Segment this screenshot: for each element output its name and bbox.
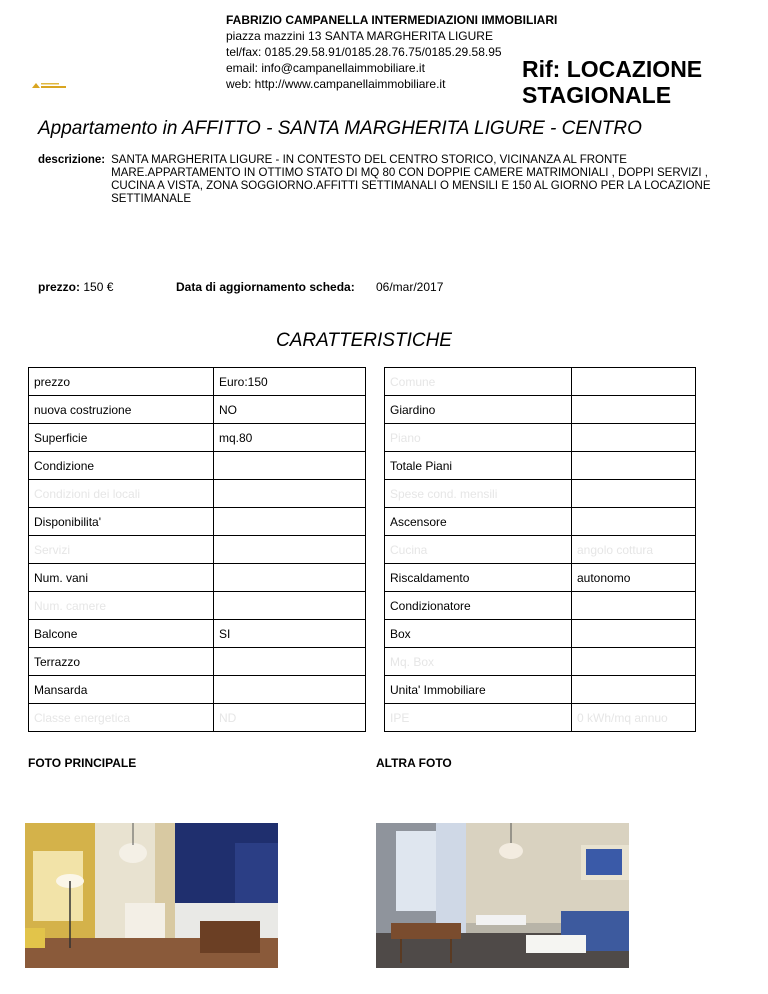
feature-row xyxy=(29,368,696,396)
price-label: prezzo: xyxy=(38,280,80,294)
feature-gap xyxy=(366,564,385,592)
feature-label: Terrazzo xyxy=(29,648,214,676)
feature-label: Num. camere xyxy=(29,592,214,620)
feature-label: Classe energetica xyxy=(29,704,214,732)
feature-label: Condizionatore xyxy=(385,592,572,620)
feature-value: NO xyxy=(214,396,366,424)
feature-label: Totale Piani xyxy=(385,452,572,480)
reference-line-1: Rif: LOCAZIONE xyxy=(522,56,703,82)
agency-header xyxy=(226,12,557,92)
company-name: FABRIZIO CAMPANELLA INTERMEDIAZIONI IMMOBILIARI xyxy=(226,13,558,27)
other-photo-label: ALTRA FOTO xyxy=(376,756,452,770)
feature-value xyxy=(572,424,696,452)
update-label: Data di aggiornamento scheda: xyxy=(176,280,355,294)
feature-row xyxy=(29,536,696,564)
feature-value xyxy=(572,592,696,620)
feature-label: Disponibilita' xyxy=(29,508,214,536)
feature-label: Servizi xyxy=(29,536,214,564)
feature-value xyxy=(214,564,366,592)
feature-gap xyxy=(366,704,385,732)
feature-value xyxy=(572,396,696,424)
price-info xyxy=(38,280,113,294)
feature-value: SI xyxy=(214,620,366,648)
agency-phone: tel/fax: 0185.29.58.91/0185.28.76.75/0185.29.58.95 xyxy=(226,45,502,59)
feature-label: Spese cond. mensili xyxy=(385,480,572,508)
feature-value xyxy=(214,480,366,508)
feature-label: Box xyxy=(385,620,572,648)
feature-label: IPE xyxy=(385,704,572,732)
feature-label: Unita' Immobiliare xyxy=(385,676,572,704)
feature-gap xyxy=(366,676,385,704)
feature-row xyxy=(29,508,696,536)
feature-gap xyxy=(366,592,385,620)
description-block xyxy=(38,154,728,206)
feature-value: Euro:150 xyxy=(214,368,366,396)
update-info xyxy=(176,280,355,294)
description-label: descrizione: xyxy=(38,154,106,166)
feature-gap xyxy=(366,620,385,648)
feature-label: Condizione xyxy=(29,452,214,480)
feature-value: ND xyxy=(214,704,366,732)
feature-row xyxy=(29,648,696,676)
feature-label: Cucina xyxy=(385,536,572,564)
other-photo xyxy=(376,823,629,968)
feature-label: Balcone xyxy=(29,620,214,648)
feature-value: autonomo xyxy=(572,564,696,592)
features-title: CARATTERISTICHE xyxy=(276,330,452,351)
feature-row xyxy=(29,424,696,452)
reference-label xyxy=(522,56,702,108)
agency-email: email: info@campanellaimmobiliare.it xyxy=(226,61,425,75)
feature-label: Superficie xyxy=(29,424,214,452)
feature-value xyxy=(572,368,696,396)
feature-label: Piano xyxy=(385,424,572,452)
feature-value xyxy=(214,648,366,676)
feature-row xyxy=(29,480,696,508)
feature-gap xyxy=(366,424,385,452)
feature-gap xyxy=(366,648,385,676)
feature-row xyxy=(29,620,696,648)
description-text: SANTA MARGHERITA LIGURE - IN CONTESTO DEL CENTRO STORICO, VICINANZA AL FRONTE MARE.APPARTAMENTO IN OTTIMO STATO DI MQ 80 CON DOPPIE CAMERE MATRIMONIALI , DOPPI SERVIZI , CUCINA A VISTA, ZONA SOGGIORNO.AFFITTI SETTIMANALI O MENSILI E 150 AL GIORNO PER LA LOCAZIONE SETTIMANALE xyxy=(111,154,711,205)
feature-value: 0 kWh/mq annuo xyxy=(572,704,696,732)
feature-row xyxy=(29,564,696,592)
feature-value xyxy=(572,508,696,536)
feature-label: prezzo xyxy=(29,368,214,396)
feature-value xyxy=(572,452,696,480)
feature-label: Giardino xyxy=(385,396,572,424)
reference-line-2: STAGIONALE xyxy=(522,82,672,108)
feature-gap xyxy=(366,508,385,536)
feature-value xyxy=(214,536,366,564)
feature-label: Ascensore xyxy=(385,508,572,536)
feature-gap xyxy=(366,480,385,508)
feature-row xyxy=(29,592,696,620)
listing-title: Appartamento in AFFITTO - SANTA MARGHERITA LIGURE - CENTRO xyxy=(38,118,642,139)
feature-value xyxy=(572,648,696,676)
feature-value xyxy=(214,676,366,704)
feature-label: Mq. Box xyxy=(385,648,572,676)
update-date: 06/mar/2017 xyxy=(376,280,444,294)
feature-value: angolo cottura xyxy=(572,536,696,564)
feature-value: mq.80 xyxy=(214,424,366,452)
agency-web: web: http://www.campanellaimmobiliare.it xyxy=(226,77,446,91)
feature-gap xyxy=(366,536,385,564)
feature-label: Num. vani xyxy=(29,564,214,592)
feature-value xyxy=(214,452,366,480)
feature-gap xyxy=(366,396,385,424)
features-table xyxy=(28,367,696,732)
feature-row xyxy=(29,676,696,704)
feature-row xyxy=(29,452,696,480)
agency-logo xyxy=(30,80,68,90)
feature-label: nuova costruzione xyxy=(29,396,214,424)
feature-row xyxy=(29,704,696,732)
feature-value xyxy=(572,620,696,648)
main-photo-label: FOTO PRINCIPALE xyxy=(28,756,137,770)
feature-value xyxy=(572,480,696,508)
feature-label: Comune xyxy=(385,368,572,396)
feature-gap xyxy=(366,368,385,396)
price-value: 150 € xyxy=(83,280,114,294)
feature-value xyxy=(572,676,696,704)
feature-row xyxy=(29,396,696,424)
agency-address: piazza mazzini 13 SANTA MARGHERITA LIGURE xyxy=(226,29,493,43)
feature-label: Condizioni dei locali xyxy=(29,480,214,508)
main-photo xyxy=(25,823,278,968)
feature-label: Mansarda xyxy=(29,676,214,704)
feature-value xyxy=(214,508,366,536)
feature-gap xyxy=(366,452,385,480)
feature-label: Riscaldamento xyxy=(385,564,572,592)
feature-value xyxy=(214,592,366,620)
